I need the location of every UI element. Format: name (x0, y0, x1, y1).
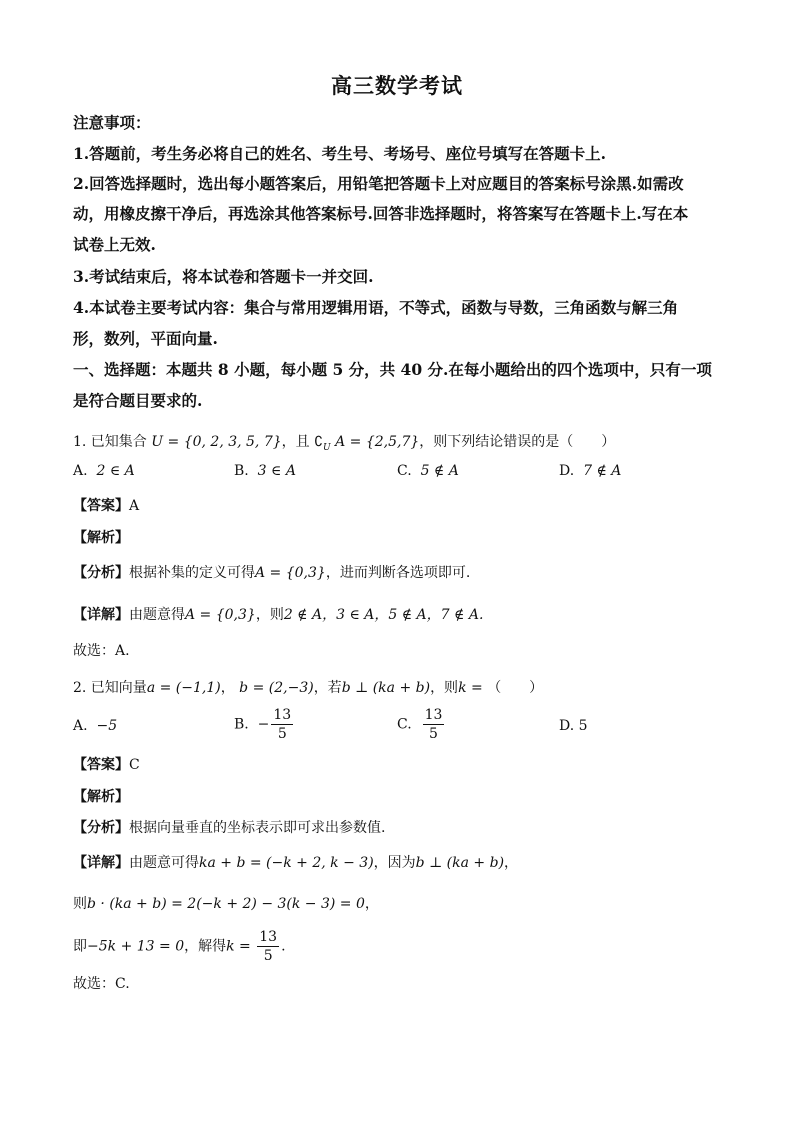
q2-jiexi-tag: 【解析】 (73, 789, 129, 805)
q2-vector-b: b = (2,−3) (239, 680, 314, 696)
q1-jiexi-tag: 【解析】 (73, 530, 129, 546)
q2-vector-a: a = (−1,1) (146, 680, 221, 696)
answer-tag: 【答案】 (73, 498, 129, 514)
q1-answer: 【答案】A (73, 498, 140, 514)
q2-detail-line1: 【详解】由题意可得ka + b = (−k + 2, k − 3)，因为b ⊥ (ka + b)， (73, 855, 519, 871)
notice-item-2: 2.回答选择题时，选出每小题答案后，用铅笔把答题卡上对应题目的答案标号涂黑.如需改 (73, 174, 684, 193)
q2-option-c: C. $\frac{13}{5}$ (397, 707, 443, 742)
q2-option-d: D. 5 (559, 718, 588, 734)
section-heading-line1: 一、选择题：本题共 8 小题，每小题 5 分，共 40 分.在每小题给出的四个选项中，只有一项 (73, 360, 712, 379)
q1-option-c: C. 5 ∉ A (397, 463, 459, 479)
q1-option-a: A. 2 ∈ A (73, 463, 135, 479)
q2-answer: 【答案】C (73, 757, 140, 773)
q1-complement-set: A = {2,5,7} (335, 434, 420, 450)
q2-option-a: A. −5 (73, 718, 118, 734)
q2-analysis: 【分析】根据向量垂直的坐标表示即可求出参数值. (73, 820, 386, 836)
page-title: 高三数学考试 (331, 73, 463, 98)
notice-item-3: 3.考试结束后，将本试卷和答题卡一并交回. (73, 267, 374, 286)
q2-option-b: B. − $\frac{13}{5}$ (234, 707, 292, 742)
notice-item-4-end: 形，数列，平面向量. (73, 329, 218, 348)
notice-item-2-end: 试卷上无效. (73, 235, 156, 254)
q2-stem: 2. 已知向量a = (−1,1)， b = (2,−3)，若b ⊥ (ka + b)，则k = （ ） (73, 680, 544, 696)
q1-option-d: D. 7 ∉ A (559, 463, 622, 479)
q1-stem: 1. 已知集合 U = {0, 2, 3, 5, 7}，且 $∁_U$ A = {2,5,7}，则下列结论错误的是（ ） (73, 434, 616, 453)
q2-detail-line3: 即−5k + 13 = 0，解得k = $\frac{13}{5}$ . (73, 929, 286, 964)
notice-item-4: 4.本试卷主要考试内容：集合与常用逻辑用语，不等式，函数与导数，三角函数与解三角 (73, 298, 679, 317)
q1-detail: 【详解】由题意得A = {0,3}，则2 ∉ A，3 ∈ A，5 ∉ A，7 ∉ A. (73, 607, 484, 623)
section-heading-line2: 是符合题目要求的. (73, 391, 203, 410)
q2-choose: 故选：C. (73, 976, 130, 992)
q1-analysis: 【分析】根据补集的定义可得A = {0,3}，进而判断各选项即可. (73, 565, 471, 581)
q1-option-b: B. 3 ∈ A (234, 463, 296, 479)
notice-heading: 注意事项： (73, 113, 151, 132)
notice-item-1: 1.答题前，考生务必将自己的姓名、考生号、考场号、座位号填写在答题卡上. (73, 144, 607, 163)
q2-condition: b ⊥ (ka + b) (341, 680, 431, 696)
notice-item-2-cont: 动，用橡皮擦干净后，再选涂其他答案标号.回答非选择题时，将答案写在答题卡上.写在本 (73, 204, 689, 223)
q1-universe: U = {0, 2, 3, 5, 7} (151, 434, 282, 450)
q1-choose: 故选：A. (73, 643, 130, 659)
q2-detail-line2: 则b · (ka + b) = 2(−k + 2) − 3(k − 3) = 0， (73, 896, 379, 912)
complement-symbol: ∁ (314, 434, 324, 450)
